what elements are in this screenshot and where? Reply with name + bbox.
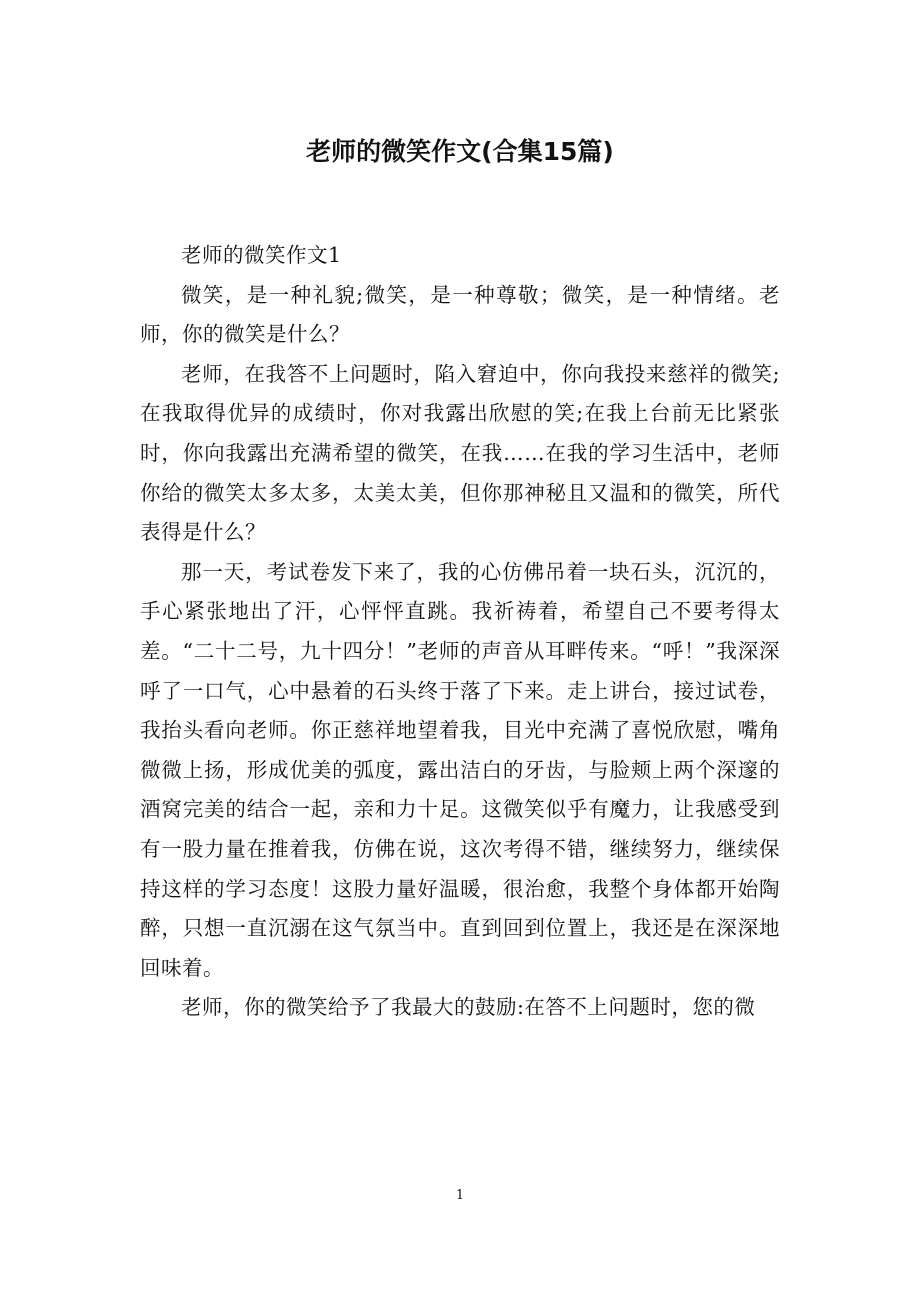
- paragraph-3: 那一天，考试卷发下来了，我的心仿佛吊着一块石头，沉沉的，手心紧张地出了汗，心怦怦直跳。我祈祷着，希望自己不要考得太差。“二十二号，九十四分！”老师的声音从耳畔传来。“呼！”我深深呼了一口气，心中悬着的石头终于落了下来。走上讲台，接过试卷，我抬头看向老师。你正慈祥地望着我，目光中充满了喜悦欣慰，嘴角微微上扬，形成优美的弧度，露出洁白的牙齿，与脸颊上两个深邃的酒窝完美的结合一起，亲和力十足。这微笑似乎有魔力，让我感受到有一股力量在推着我，仿佛在说，这次考得不错，继续努力，继续保持这样的学习态度！这股力量好温暖，很治愈，我整个身体都开始陶醉，只想一直沉溺在这气氛当中。直到回到位置上，我还是在深深地回味着。: [140, 559, 780, 980]
- document-body: [140, 236, 780, 1028]
- section-heading: 老师的微笑作文1: [181, 243, 342, 267]
- paragraph-1: 微笑，是一种礼貌;微笑，是一种尊敬；微笑，是一种情绪。老师，你的微笑是什么？: [140, 282, 780, 347]
- page-number: 1: [455, 1188, 465, 1203]
- paragraph-2: 老师，在我答不上问题时，陷入窘迫中，你向我投来慈祥的微笑;在我取得优异的成绩时，你对我露出欣慰的笑;在我上台前无比紧张时，你向我露出充满希望的微笑，在我……在我的学习生活中，老师你给的微笑太多太多，太美太美，但你那神秘且又温和的微笑，所代表得是什么？: [140, 361, 780, 545]
- paragraph-4: 老师，你的微笑给予了我最大的鼓励:在答不上问题时，您的微: [181, 995, 756, 1020]
- document-title: 老师的微笑作文(合集15篇): [306, 137, 614, 166]
